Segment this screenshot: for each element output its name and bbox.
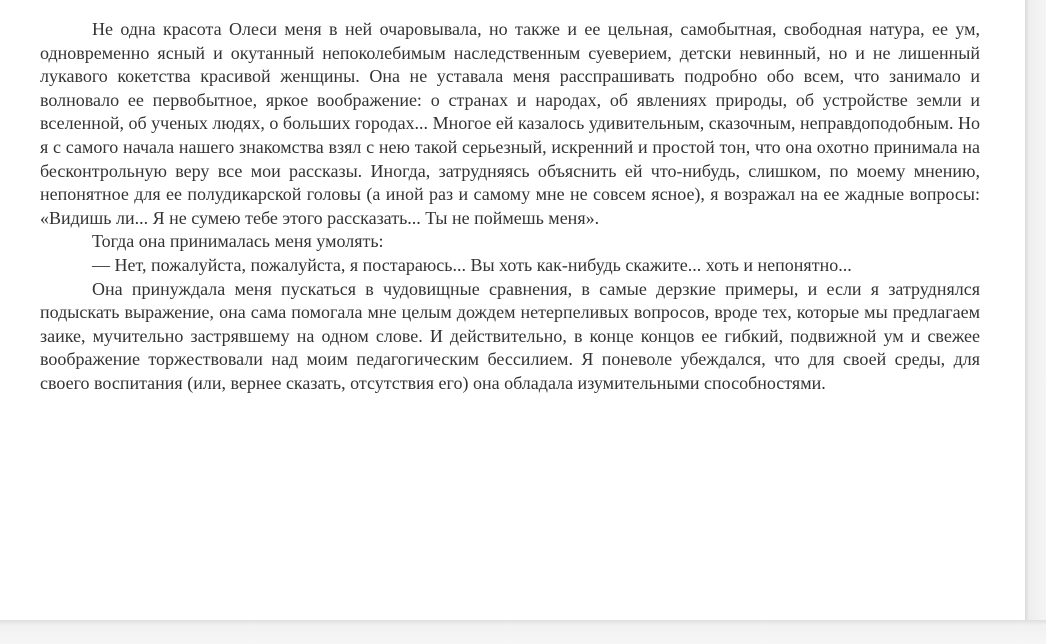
paragraph-1: Не одна красота Олеси меня в ней очаровывала, но также и ее цельная, самобытная, свободная натура, ее ум, одновременно ясный и окутанный непоколебимым наследственным суеверием, детски невинный, но и не лишенный лукавого кокетства красивой женщины. Она не уставала меня расспрашивать подробно обо всем, что занимало и волновало ее первобытное, яркое воображение: о странах и народах, об явлениях природы, об устройстве земли и вселенной, об ученых людях, о больших городах... Многое ей казалось удивительным, сказочным, неправдоподобным. Но я с самого начала нашего знакомства взял с нею такой серьезный, искренний и простой тон, что она охотно принимала на бесконтрольную веру все мои рассказы. Иногда, затрудняясь объяснить ей что-нибудь, слишком, по моему мнению, непонятное для ее полудикарской головы (а иной раз и самому мне не совсем ясное), я возражал на ее жадные вопросы: «Видишь ли... Я не сумею тебе этого рассказать... Ты не поймешь меня».: [40, 19, 980, 228]
page-edge-bottom: [0, 620, 1046, 644]
paragraph-3: — Нет, пожалуйста, пожалуйста, я постараюсь... Вы хоть как-нибудь скажите... хоть и непонятно...: [92, 254, 852, 275]
page-edge-right: [1025, 0, 1046, 644]
paragraph-4: Она принуждала меня пускаться в чудовищные сравнения, в самые дерзкие примеры, и если я затруднялся подыскать выражение, она сама помогала мне целым дождем нетерпеливых вопросов, вроде тех, которые мы предлагаем заике, мучительно застрявшему на одном слове. И действительно, в конце концов ее гибкий, подвижной ум и свежее воображение торжествовали над моим педагогическим бессилием. Я поневоле убеждался, что для своей среды, для своего воспитания (или, вернее сказать, отсутствия его) она обладала изумительными способностями.: [40, 278, 980, 393]
paragraph-2: Тогда она принималась меня умолять:: [92, 231, 384, 252]
document-text: [40, 18, 980, 396]
